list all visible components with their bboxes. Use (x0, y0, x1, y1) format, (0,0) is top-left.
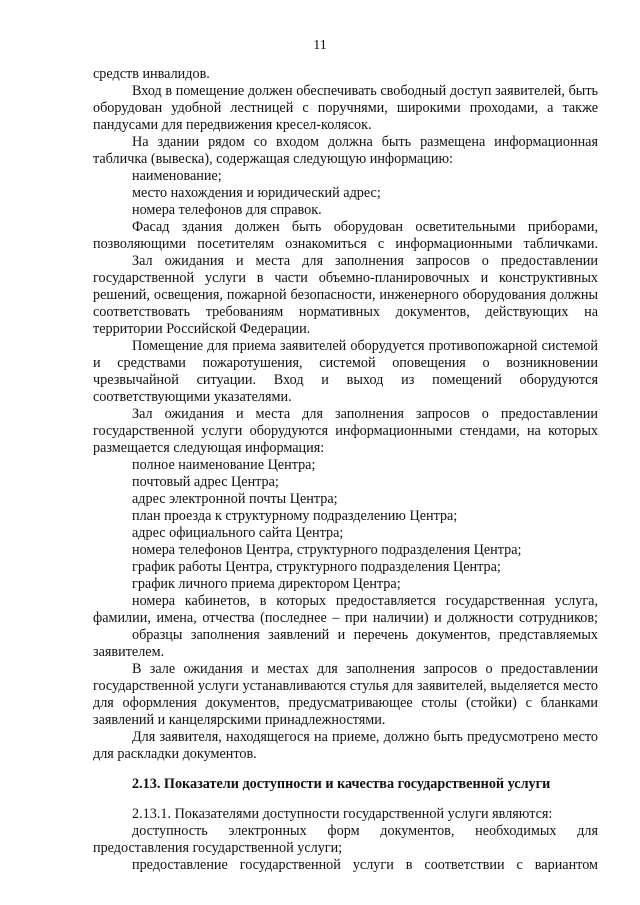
list-item: полное наименование Центра; (132, 457, 316, 473)
paragraph-line: Фасад здания должен быть оборудован осветительными приборами, (132, 219, 598, 235)
paragraph-line: пандусами для передвижения кресел-колясок. (93, 117, 372, 133)
list-item: план проезда к структурному подразделению Центра; (132, 508, 458, 524)
list-item: номера телефонов для справок. (132, 202, 322, 218)
list-item: наименование; (132, 168, 222, 184)
paragraph-line: Вход в помещение должен обеспечивать свободный доступ заявителей, быть (132, 83, 598, 99)
list-item: адрес электронной почты Центра; (132, 491, 338, 507)
paragraph-line: государственной услуги оборудуются информационными стендами, на которых (93, 423, 598, 439)
paragraph-line: размещается следующая информация: (93, 440, 325, 456)
list-item: номера телефонов Центра, структурного подразделения Центра; (132, 542, 522, 558)
list-item: образцы заполнения заявлений и перечень документов, представляемых (132, 627, 598, 643)
paragraph-line: позволяющими посетителям ознакомиться с информационными табличками. (93, 236, 598, 252)
paragraph-line: и средствами пожаротушения, системой оповещения о возникновении (93, 355, 598, 371)
paragraph-line: государственной услуги устанавливаются стулья для заявителей, выделяется место (93, 678, 598, 694)
list-item: фамилии, имена, отчества (последнее – при наличии) и должности сотрудников; (93, 610, 598, 626)
paragraph-line: предоставления государственной услуги; (93, 840, 343, 856)
paragraph-line: На здании рядом со входом должна быть размещена информационная (132, 134, 598, 150)
paragraph-line: государственной услуги в части объемно-планировочных и конструктивных (93, 270, 598, 286)
paragraph-line: для раскладки документов. (93, 746, 257, 762)
paragraph-line: соответствующими указателями. (93, 389, 292, 405)
list-item: график работы Центра, структурного подразделения Центра; (132, 559, 501, 575)
paragraph-line: оборудован удобной лестницей с поручнями, широкими проходами, а также (93, 100, 598, 116)
paragraph-line: чрезвычайной ситуации. Вход и выход из помещений оборудуются (93, 372, 598, 388)
paragraph-line: соответствовать требованиям нормативных документов, действующих на (93, 304, 598, 320)
paragraph-line: табличка (вывеска), содержащая следующую информацию: (93, 151, 453, 167)
paragraph-line: Для заявителя, находящегося на приеме, должно быть предусмотрено место (132, 729, 598, 745)
list-item: номера кабинетов, в которых предоставляется государственная услуга, (132, 593, 598, 609)
paragraph-line: 2.13.1. Показателями доступности государственной услуги являются: (132, 806, 553, 822)
paragraph-line: В зале ожидания и местах для заполнения запросов о предоставлении (132, 661, 598, 677)
paragraph-line: решений, освещения, пожарной безопасности, инженерного оборудования должны (93, 287, 598, 303)
paragraph-line: для оформления документов, предусматривающее столы (стойки) с бланками (93, 695, 598, 711)
paragraph-line: Зал ожидания и места для заполнения запросов о предоставлении (132, 253, 598, 269)
page-number: 11 (313, 38, 327, 53)
paragraph-line: предоставление государственной услуги в соответствии с вариантом (132, 857, 598, 873)
list-item: почтовый адрес Центра; (132, 474, 279, 490)
paragraph-line: территории Российской Федерации. (93, 321, 311, 337)
paragraph-line: Помещение для приема заявителей оборудуется противопожарной системой (132, 338, 598, 354)
paragraph-line: средств инвалидов. (93, 66, 210, 82)
paragraph-line: доступность электронных форм документов, необходимых для (132, 823, 598, 839)
paragraph-line: Зал ожидания и места для заполнения запросов о предоставлении (132, 406, 598, 422)
list-item: место нахождения и юридический адрес; (132, 185, 381, 201)
list-item: адрес официального сайта Центра; (132, 525, 344, 541)
list-item: заявителем. (93, 644, 165, 660)
paragraph-line: заявлений и канцелярскими принадлежностями. (93, 712, 386, 728)
list-item: график личного приема директором Центра; (132, 576, 401, 592)
section-heading: 2.13. Показатели доступности и качества государственной услуги (132, 776, 551, 792)
